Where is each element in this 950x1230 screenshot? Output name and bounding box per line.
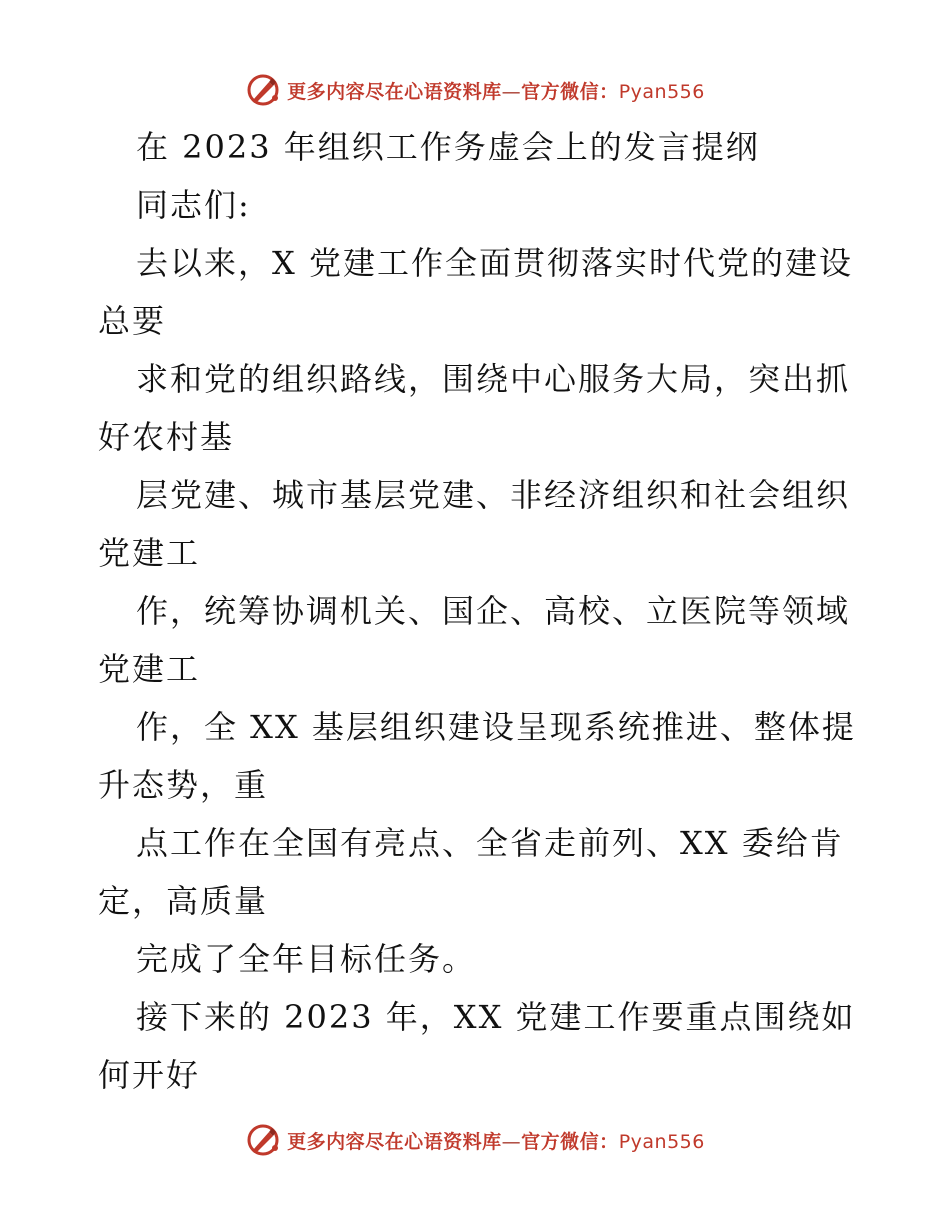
paragraph-line: 总要 [98, 302, 167, 340]
pen-logo-icon [245, 1122, 281, 1158]
paragraph-line: 接下来的 2023 年，XX 党建工作要重点围绕如 [136, 998, 856, 1036]
footer-watermark [0, 1120, 950, 1160]
pen-logo-icon [245, 72, 281, 108]
document-body [98, 118, 858, 1104]
paragraph-line: 何开好 [98, 1056, 201, 1094]
paragraph-line: 点工作在全国有亮点、全省走前列、XX 委给肯 [136, 824, 844, 862]
document-title: 在 2023 年组织工作务虚会上的发言提纲 [136, 128, 760, 166]
paragraph-line: 好农村基 [98, 418, 235, 456]
paragraph-line: 作，全 XX 基层组织建设呈现系统推进、整体提 [136, 708, 856, 746]
paragraph-line: 去以来，X 党建工作全面贯彻落实时代党的建设 [136, 244, 853, 282]
watermark-text: 更多内容尽在心语资料库—官方微信：Pyan556 [287, 1130, 705, 1153]
paragraph-line: 定，高质量 [98, 882, 269, 920]
paragraph-line: 党建工 [98, 650, 201, 688]
paragraph-line: 完成了全年目标任务。 [136, 940, 477, 978]
paragraph-line: 作，统筹协调机关、国企、高校、立医院等领域 [136, 592, 851, 630]
paragraph-line: 求和党的组织路线，围绕中心服务大局，突出抓 [136, 360, 851, 398]
paragraph-line: 同志们: [136, 186, 251, 224]
paragraph-line: 党建工 [98, 534, 201, 572]
paragraph-line: 层党建、城市基层党建、非经济组织和社会组织 [136, 476, 851, 514]
paragraph-line: 升态势，重 [98, 766, 269, 804]
watermark-text: 更多内容尽在心语资料库—官方微信：Pyan556 [287, 80, 705, 103]
header-watermark [0, 70, 950, 110]
